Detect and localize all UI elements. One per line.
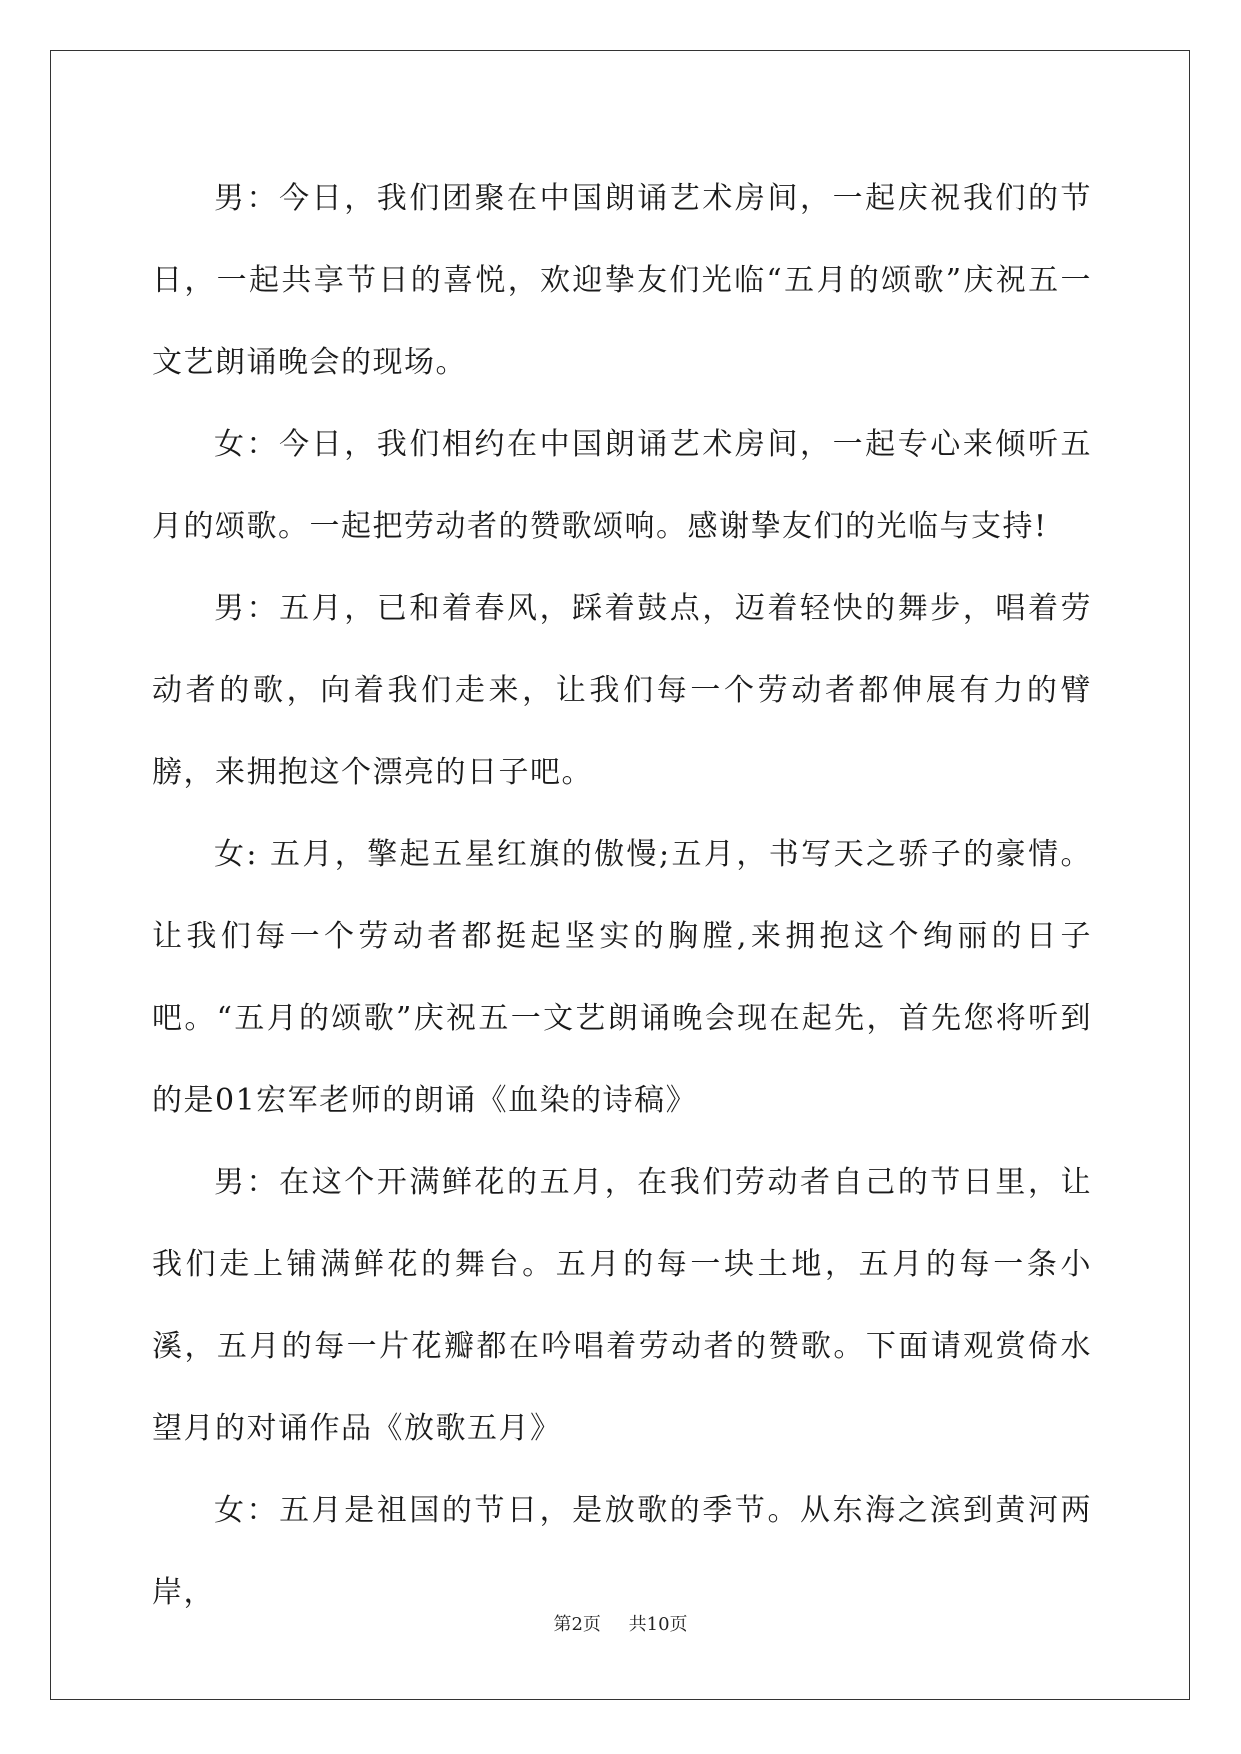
- paragraph: 男：在这个开满鲜花的五月，在我们劳动者自己的节日里，让我们走上铺满鲜花的舞台。五月的每一块土地，五月的每一条小溪，五月的每一片花瓣都在吟唱着劳动者的赞歌。下面请观赏倚水望月的对诵作品《放歌五月》: [152, 1165, 1092, 1446]
- page-footer: [0, 1610, 1241, 1636]
- paragraph: 男：五月，已和着春风，踩着鼓点，迈着轻快的舞步，唱着劳动者的歌，向着我们走来，让我们每一个劳动者都伸展有力的臂膀，来拥抱这个漂亮的日子吧。: [152, 591, 1092, 790]
- paragraph: 女: 五月，擎起五星红旗的傲慢;五月，书写天之骄子的豪情。让我们每一个劳动者都挺起坚实的胸膛,来拥抱这个绚丽的日子吧。“五月的颂歌”庆祝五一文艺朗诵晚会现在起先，首先您将听到的是01宏军老师的朗诵《血染的诗稿》: [152, 837, 1092, 1118]
- paragraph: 女：五月是祖国的节日，是放歌的季节。从东海之滨到黄河两岸，: [152, 1493, 1092, 1610]
- page-number-current: 第2页: [553, 1614, 601, 1635]
- paragraph: 女：今日，我们相约在中国朗诵艺术房间，一起专心来倾听五月的颂歌。一起把劳动者的赞歌颂响。感谢挚友们的光临与支持!: [152, 427, 1092, 544]
- paragraph: 男：今日，我们团聚在中国朗诵艺术房间，一起庆祝我们的节日，一起共享节日的喜悦，欢迎挚友们光临“五月的颂歌”庆祝五一文艺朗诵晚会的现场。: [152, 181, 1092, 380]
- page-number-total: 共10页: [628, 1614, 688, 1635]
- document-body: [152, 158, 1092, 1634]
